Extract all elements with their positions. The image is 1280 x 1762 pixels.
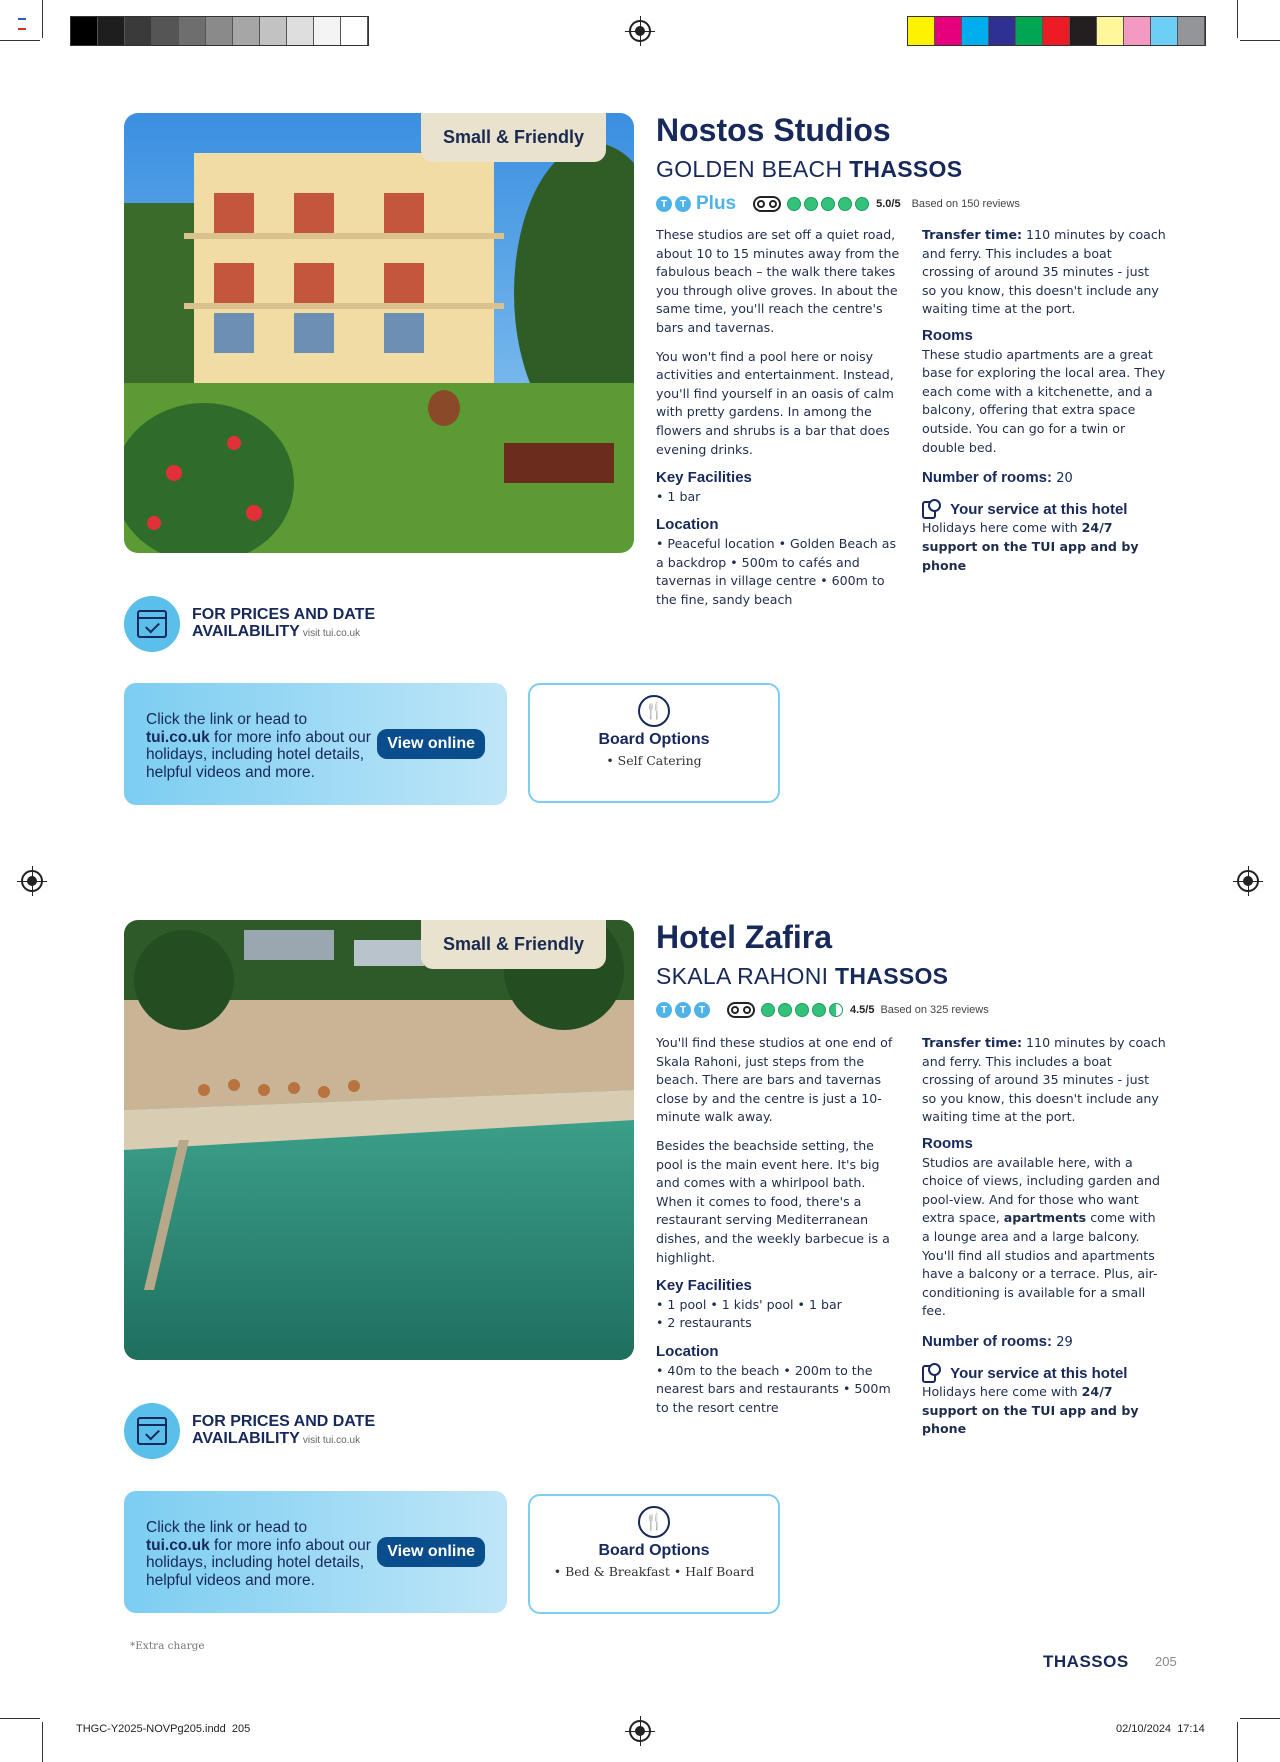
view-online-banner xyxy=(124,683,507,805)
phone-support-icon xyxy=(922,501,936,519)
transfer-info xyxy=(922,226,1167,319)
phone-support-icon xyxy=(922,1365,936,1383)
tui-rating-icon: T xyxy=(656,1002,672,1018)
slug-file: THGC-Y2025-NOVPg205.indd xyxy=(76,1723,226,1735)
slug-page: 205 xyxy=(231,1723,251,1735)
location-title: Location xyxy=(656,1342,719,1360)
tui-link[interactable]: tui.co.uk xyxy=(146,728,210,746)
page-number: 205 xyxy=(1155,1654,1177,1669)
hotel-location-region: THASSOS xyxy=(849,156,963,182)
color-swatch xyxy=(152,17,179,45)
hotel-badge: Small & Friendly xyxy=(421,113,606,162)
service-text-bold: 24/7 support on the TUI app and by phone xyxy=(922,1384,1139,1437)
tripadvisor-reviews: Based on 150 reviews xyxy=(911,198,1020,210)
view-online-banner xyxy=(124,1491,507,1613)
hotel-description-column xyxy=(656,1034,901,1417)
color-swatch xyxy=(233,17,260,45)
hotel-description: You'll find these studios at one end of Skala Rahoni, just steps from the beach. There are bars and tavernas close by and the centre is just a 10-minute walk away. xyxy=(656,1035,893,1125)
prices-line1: FOR PRICES AND DATE xyxy=(192,1413,376,1430)
footer-section-title: THASSOS xyxy=(1043,1652,1129,1671)
footnote: *Extra charge xyxy=(130,1640,205,1652)
hotel-name: Hotel Zafira xyxy=(656,919,833,955)
tui-rating-icon: T xyxy=(675,1002,691,1018)
crop-mark xyxy=(0,1718,40,1719)
crop-mark xyxy=(42,0,43,38)
service-heading xyxy=(922,501,1167,520)
number-of-rooms-value: 29 xyxy=(1056,1334,1073,1350)
rooms-text-part: come with a lounge area and a large balcony. You'll find all studios and apartments have a balcony or a terrace. Plus, air-conditioning is available for a small fee. xyxy=(922,1210,1158,1319)
service-heading xyxy=(922,1365,1167,1384)
key-facility-item: • 2 restaurants xyxy=(656,1315,752,1331)
hotel-location-heading xyxy=(656,963,948,990)
view-online-text-lead: Click the link or head to xyxy=(146,711,308,728)
rating-bubble-icon xyxy=(804,197,818,211)
number-of-rooms xyxy=(922,1333,1167,1353)
service-text-bold: 24/7 support on the TUI app and by phone xyxy=(922,520,1139,573)
crop-mark xyxy=(1240,1718,1280,1719)
crop-mark xyxy=(42,1722,43,1762)
view-online-button[interactable]: View online xyxy=(377,1537,485,1567)
rating-row xyxy=(656,193,1020,215)
rating-bubble-icon xyxy=(778,1003,792,1017)
hotel-badge: Small & Friendly xyxy=(421,920,606,969)
crop-mark xyxy=(1237,1722,1238,1762)
hotel-description: These studios are set off a quiet road, about 10 to 15 minutes away from the fabulous beach – the walk there takes you through olive groves. In about the same time, you'll reach the centre's bars and tavernas. xyxy=(656,227,900,335)
registration-mark-icon xyxy=(21,870,43,892)
prices-line2: AVAILABILITY xyxy=(192,1430,300,1447)
hotel-description-column xyxy=(656,226,901,609)
slug-date: 02/10/2024 xyxy=(1116,1723,1172,1735)
crop-mark xyxy=(1240,40,1280,41)
key-facility-item: • 1 bar xyxy=(656,488,701,504)
view-online-text-rest: for more info about our holidays, including hotel details, helpful videos and more. xyxy=(146,728,371,781)
hotel-description: Besides the beachside setting, the pool is the main event here. It's big and comes with a whirlpool bath. When it comes to food, there's a restaurant serving Mediterranean dishes, and the weekly barbecue is a highlight. xyxy=(656,1137,890,1265)
registration-mark-icon xyxy=(629,1720,651,1742)
prices-visit-link[interactable]: visit tui.co.uk xyxy=(302,628,361,639)
transfer-info xyxy=(922,1034,1167,1127)
view-online-text-lead: Click the link or head to xyxy=(146,1519,308,1536)
color-swatch xyxy=(935,17,962,45)
view-online-text-rest: for more info about our holidays, including hotel details, helpful videos and more. xyxy=(146,1536,371,1589)
color-swatch xyxy=(125,17,152,45)
location-text: • 40m to the beach • 200m to the nearest bars and restaurants • 500m to the resort centre xyxy=(656,1362,891,1415)
color-swatch xyxy=(314,17,341,45)
location-text: • Peaceful location • Golden Beach as a backdrop • 500m to cafés and tavernas in village centre • 600m to the fine, sandy beach xyxy=(656,535,897,607)
prices-line1: FOR PRICES AND DATE xyxy=(192,606,376,623)
view-online-text xyxy=(146,1519,376,1589)
rooms-title: Rooms xyxy=(922,1134,973,1152)
color-swatch xyxy=(1178,17,1205,45)
hotel-details-column xyxy=(922,226,1167,575)
rooms-text: These studio apartments are a great base for exploring the local area. They each come with a kitchenette, and a balcony, offering that extra space outside. You can go for a twin or double bed. xyxy=(922,346,1166,455)
color-swatch xyxy=(206,17,233,45)
transfer-label: Transfer time: xyxy=(922,1035,1023,1050)
prices-availability xyxy=(124,1403,375,1459)
color-swatch xyxy=(908,17,935,45)
number-of-rooms-label: Number of rooms: xyxy=(922,1332,1053,1350)
tui-link[interactable]: tui.co.uk xyxy=(146,1536,210,1554)
hotel-location-area: SKALA RAHONI xyxy=(656,963,829,989)
rating-row xyxy=(656,1002,989,1018)
board-options-title: Board Options xyxy=(598,1542,710,1559)
tripadvisor-score: 4.5/5 xyxy=(850,1004,875,1016)
registration-mark-icon xyxy=(1237,870,1259,892)
crop-mark xyxy=(0,40,40,41)
prices-visit-link[interactable]: visit tui.co.uk xyxy=(302,1435,361,1446)
tripadvisor-owl-icon xyxy=(753,196,781,212)
color-swatch xyxy=(98,17,125,45)
rating-bubble-icon xyxy=(787,197,801,211)
rooms-text-part: Studios are available here, with a choice of views, including garden and pool-view. And for those who want extra space, xyxy=(922,1154,1160,1226)
color-swatch xyxy=(1151,17,1178,45)
number-of-rooms-value: 20 xyxy=(1056,471,1073,487)
service-text xyxy=(922,519,1167,575)
calendar-icon xyxy=(124,1403,180,1459)
color-swatch-bar xyxy=(907,16,1206,46)
tripadvisor-score: 5.0/5 xyxy=(876,198,901,210)
rating-bubble-icon xyxy=(855,197,869,211)
color-swatch xyxy=(989,17,1016,45)
service-text xyxy=(922,1383,1167,1439)
hotel-name: Nostos Studios xyxy=(656,112,891,148)
tui-rating-icon: T xyxy=(675,196,691,212)
slug-time: 17:14 xyxy=(1177,1723,1205,1735)
rating-bubble-icon xyxy=(795,1003,809,1017)
color-swatch xyxy=(1043,17,1070,45)
location-title: Location xyxy=(656,516,719,534)
hotel-photo-nostos xyxy=(124,113,634,553)
fork-knife-icon: 🍴 xyxy=(638,1506,670,1538)
corner-mark-icon xyxy=(18,18,26,30)
prices-line2: AVAILABILITY xyxy=(192,623,300,640)
service-text-lead: Holidays here come with xyxy=(922,520,1078,536)
slug-filename xyxy=(76,1723,250,1735)
board-options-title: Board Options xyxy=(598,731,710,748)
color-swatch xyxy=(1016,17,1043,45)
color-swatch xyxy=(1070,17,1097,45)
key-facility-item: • 1 pool • 1 kids' pool • 1 bar xyxy=(656,1296,842,1312)
gray-swatch-bar xyxy=(70,16,369,46)
board-options-box xyxy=(528,683,780,803)
color-swatch xyxy=(71,17,98,45)
board-options-list: • Self Catering xyxy=(606,753,702,768)
number-of-rooms-label: Number of rooms: xyxy=(922,469,1053,487)
tui-rating-icon: T xyxy=(694,1002,710,1018)
board-options-list: • Bed & Breakfast • Half Board xyxy=(553,1564,755,1579)
service-title: Your service at this hotel xyxy=(950,1364,1128,1382)
board-options-box xyxy=(528,1494,780,1614)
tripadvisor-reviews: Based on 325 reviews xyxy=(880,1004,989,1016)
hotel-location-heading xyxy=(656,156,962,183)
color-swatch xyxy=(287,17,314,45)
color-swatch xyxy=(341,17,368,45)
hotel-location-area: GOLDEN BEACH xyxy=(656,156,843,182)
service-title: Your service at this hotel xyxy=(950,500,1128,518)
hotel-description: You won't find a pool here or noisy activities and entertainment. Instead, you'll find yourself in an oasis of calm with pretty gardens. In among the flowers and shrubs is a bar that does evening drinks. xyxy=(656,348,894,457)
tui-rating-plus: Plus xyxy=(696,193,737,214)
color-swatch xyxy=(1124,17,1151,45)
transfer-text: 110 minutes by coach and ferry. This includes a boat crossing of around 35 minutes - just so you know, this doesn't include any waiting time at the port. xyxy=(922,1035,1166,1125)
prices-availability xyxy=(124,596,375,652)
view-online-text xyxy=(146,711,376,781)
rating-half-bubble-icon xyxy=(829,1003,843,1017)
hotel-details-column xyxy=(922,1034,1167,1439)
view-online-button[interactable]: View online xyxy=(377,729,485,759)
color-swatch xyxy=(260,17,287,45)
rooms-title: Rooms xyxy=(922,326,973,344)
color-swatch xyxy=(962,17,989,45)
rooms-text xyxy=(922,1154,1167,1321)
calendar-icon xyxy=(124,596,180,652)
tripadvisor-owl-icon xyxy=(727,1002,755,1018)
rating-bubble-icon xyxy=(812,1003,826,1017)
fork-knife-icon: 🍴 xyxy=(638,695,670,727)
color-swatch xyxy=(1097,17,1124,45)
number-of-rooms xyxy=(922,469,1167,489)
transfer-label: Transfer time: xyxy=(922,227,1023,242)
rating-bubble-icon xyxy=(761,1003,775,1017)
slug-timestamp xyxy=(1116,1723,1205,1735)
tui-rating-icon: T xyxy=(656,196,672,212)
rating-bubble-icon xyxy=(838,197,852,211)
color-swatch xyxy=(179,17,206,45)
service-text-lead: Holidays here come with xyxy=(922,1384,1078,1400)
registration-mark-icon xyxy=(629,20,651,42)
transfer-text: 110 minutes by coach and ferry. This includes a boat crossing of around 35 minutes - just so you know, this doesn't include any waiting time at the port. xyxy=(922,227,1166,317)
rating-bubble-icon xyxy=(821,197,835,211)
crop-mark xyxy=(1237,0,1238,38)
hotel-location-region: THASSOS xyxy=(835,963,949,989)
rooms-text-bold: apartments xyxy=(1003,1210,1087,1226)
key-facilities-title: Key Facilities xyxy=(656,1277,752,1295)
hotel-photo-zafira xyxy=(124,920,634,1360)
key-facilities-title: Key Facilities xyxy=(656,469,752,487)
